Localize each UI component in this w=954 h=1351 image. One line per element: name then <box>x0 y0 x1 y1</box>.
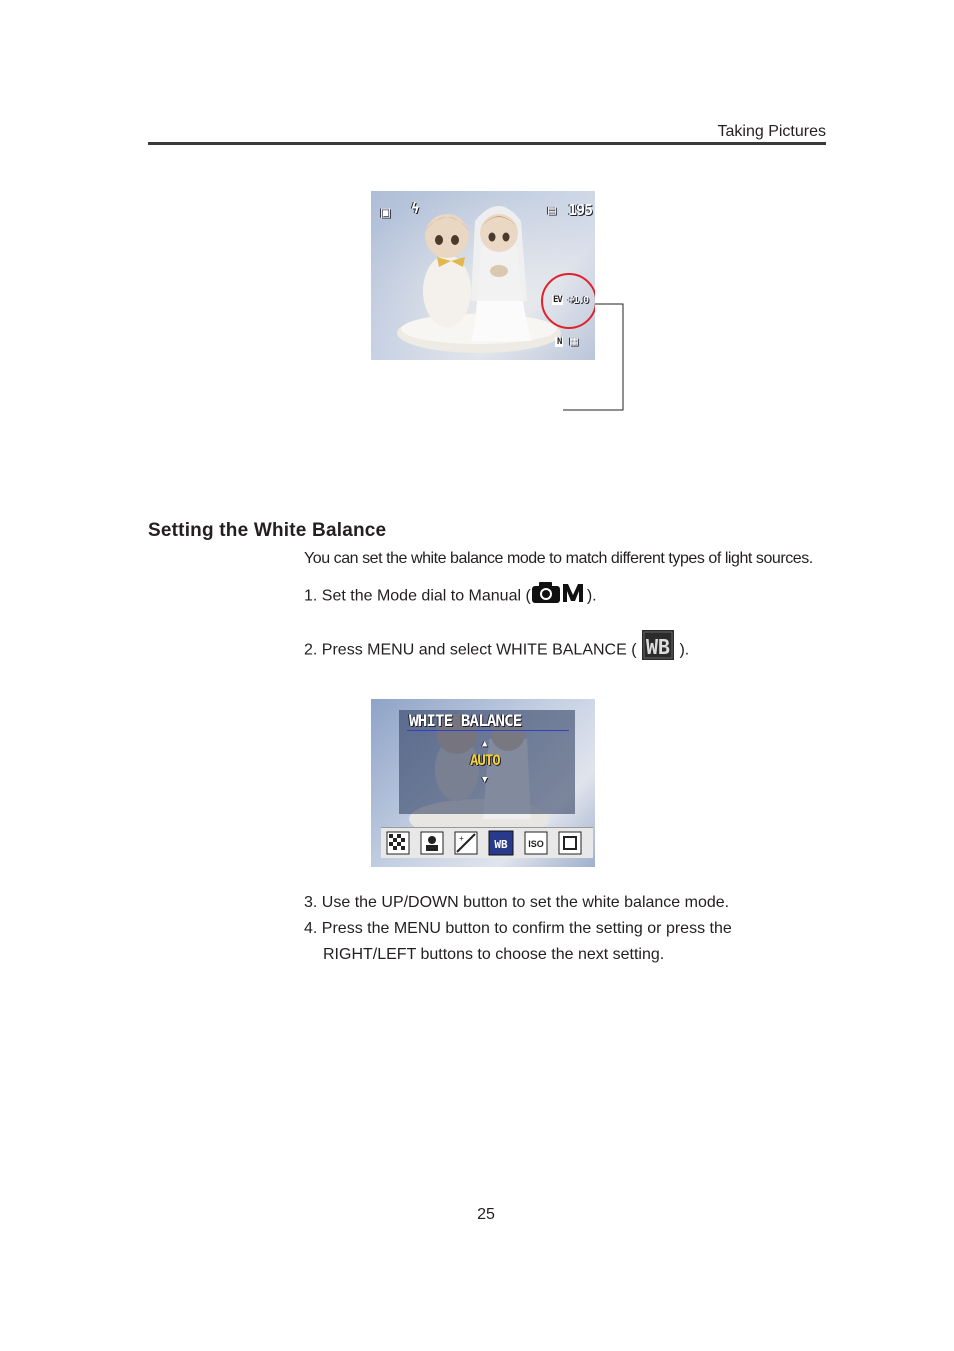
step-1 <box>304 584 597 609</box>
step-4-continuation: RIGHT/LEFT buttons to choose the next setting. <box>323 946 665 963</box>
ev-value: +1.0 <box>568 295 589 306</box>
menu-toolbar <box>381 827 593 858</box>
selected-value: AUTO <box>470 753 500 769</box>
step-2 <box>304 635 689 666</box>
shots-remaining: 195 <box>568 201 593 219</box>
menu-title-underline <box>407 730 569 731</box>
menu-title: WHITE BALANCE <box>409 711 522 730</box>
step-number: 2. <box>304 641 318 659</box>
exposure-icon <box>455 832 477 854</box>
step-text: Press MENU and select WHITE BALANCE ( <box>321 641 637 659</box>
portrait-icon <box>421 832 443 854</box>
step-4 <box>304 920 732 938</box>
camera-manual-icon: ▣ <box>381 203 390 221</box>
step-text-end: ). <box>586 587 597 605</box>
sharpness-icon <box>387 832 409 854</box>
lcd-screenshot-white-balance-menu <box>371 699 595 867</box>
up-arrow-icon: ▲ <box>482 739 487 749</box>
down-arrow-icon: ▼ <box>482 775 487 785</box>
running-header: Taking Pictures <box>717 123 826 140</box>
white-balance-icon <box>489 831 513 855</box>
svg-text:WB: WB <box>645 635 671 659</box>
svg-text:+: + <box>459 834 464 843</box>
step-number: 4. <box>304 920 318 937</box>
camera-manual-mode-icon <box>531 580 587 609</box>
ev-badge: EV <box>553 295 562 305</box>
step-number: 1. <box>304 587 318 605</box>
header-rule <box>148 142 826 145</box>
step-text: Press the MENU button to confirm the setting or press the <box>321 920 732 937</box>
step-3 <box>304 894 729 912</box>
step-number: 3. <box>304 894 318 911</box>
step-text: Set the Mode dial to Manual ( <box>321 587 531 605</box>
flash-auto-icon: ϟ <box>411 201 419 217</box>
svg-text:ISO: ISO <box>528 839 544 849</box>
svg-text:WB: WB <box>494 838 508 851</box>
intro-text: You can set the white balance mode to match different types of light sources. <box>304 550 813 567</box>
step-text-end: ). <box>679 641 690 659</box>
quality-icon <box>559 832 581 854</box>
page-number: 25 <box>477 1206 495 1223</box>
quality-indicator: N <box>557 337 562 347</box>
step-text: Use the UP/DOWN button to set the white balance mode. <box>321 894 730 911</box>
image-size-icon: ▦ <box>570 334 577 349</box>
section-title: Setting the White Balance <box>148 520 387 541</box>
white-balance-icon <box>641 629 675 666</box>
callout-leader-line <box>560 300 630 415</box>
memory-card-icon: ▤ <box>548 203 555 218</box>
iso-icon <box>525 832 547 854</box>
